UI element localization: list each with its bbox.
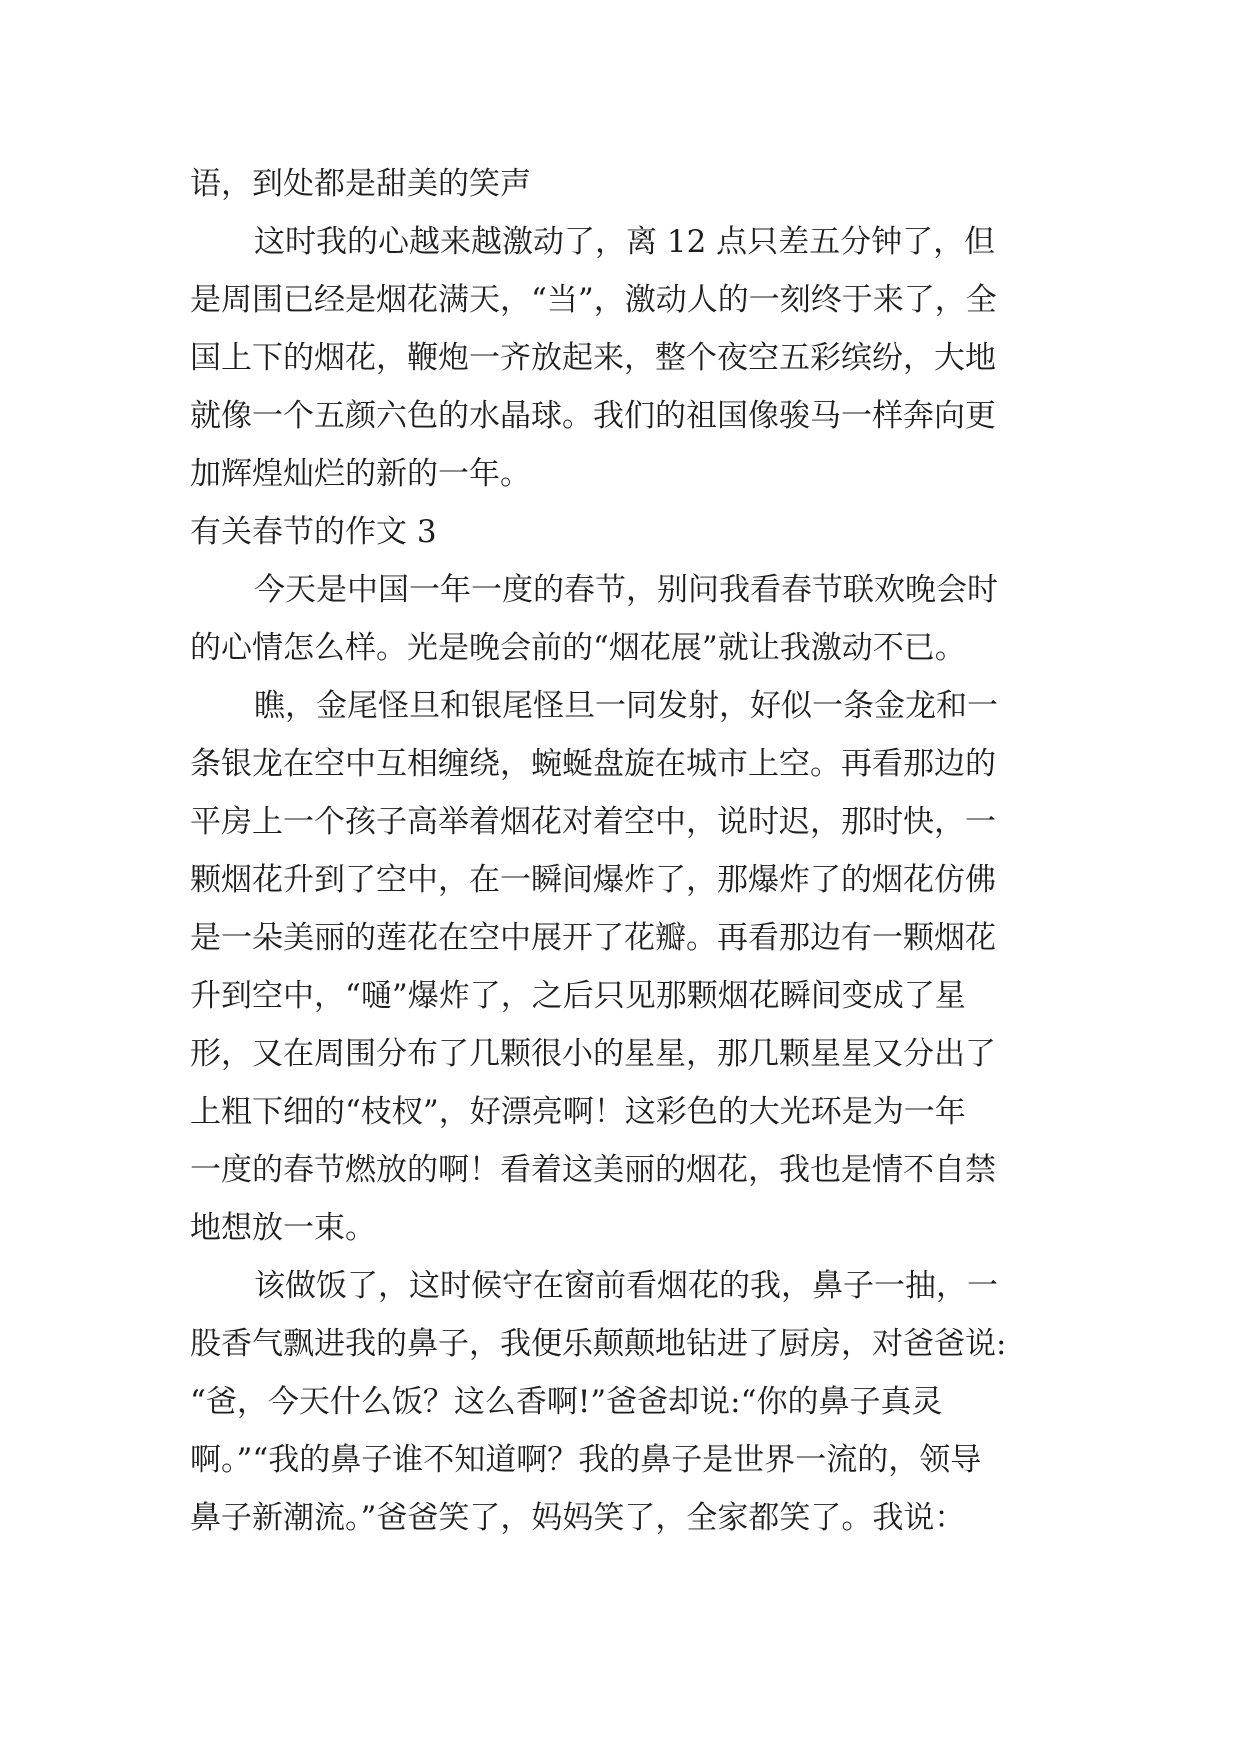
text-line: 啊。”“我的鼻子谁不知道啊？我的鼻子是世界一流的，领导 xyxy=(190,1442,982,1478)
text-line: 今天是中国一年一度的春节，别问我看春节联欢晚会时 xyxy=(254,572,998,608)
text-line: 平房上一个孩子高举着烟花对着空中，说时迟，那时快，一 xyxy=(190,804,996,840)
text-line: 语，到处都是甜美的笑声 xyxy=(190,166,531,202)
text-line: “爸，今天什么饭？这么香啊!”爸爸却说:“你的鼻子真灵 xyxy=(190,1384,943,1420)
text-line: 上粗下细的“枝杈”，好漂亮啊！这彩色的大光环是为一年 xyxy=(190,1094,966,1130)
text-line: 股香气飘进我的鼻子，我便乐颠颠地钻进了厨房，对爸爸说: xyxy=(190,1326,1007,1362)
text-line: 这时我的心越来越激动了，离 12 点只差五分钟了，但 xyxy=(254,224,996,260)
text-line: 是一朵美丽的莲花在空中展开了花瓣。再看那边有一颗烟花 xyxy=(190,920,996,956)
text-line: 一度的春节燃放的啊！看着这美丽的烟花，我也是情不自禁 xyxy=(190,1152,996,1188)
text-line: 加辉煌灿烂的新的一年。 xyxy=(190,456,531,492)
text-line: 形，又在周围分布了几颗很小的星星，那几颗星星又分出了 xyxy=(190,1036,996,1072)
text-line: 条银龙在空中互相缠绕，蜿蜒盘旋在城市上空。再看那边的 xyxy=(190,746,996,782)
text-line: 升到空中，“嗵”爆炸了，之后只见那颗烟花瞬间变成了星 xyxy=(190,978,966,1014)
text-line: 鼻子新潮流。”爸爸笑了，妈妈笑了，全家都笑了。我说： xyxy=(190,1500,966,1536)
document-body xyxy=(190,155,1070,1547)
text-line: 是周围已经是烟花满天，“当”，激动人的一刻终于来了，全 xyxy=(190,282,997,318)
text-line: 国上下的烟花，鞭炮一齐放起来，整个夜空五彩缤纷，大地 xyxy=(190,340,996,376)
text-line: 地想放一束。 xyxy=(190,1210,376,1246)
text-line: 就像一个五颜六色的水晶球。我们的祖国像骏马一样奔向更 xyxy=(190,398,996,434)
text-line: 瞧，金尾怪旦和银尾怪旦一同发射，好似一条金龙和一 xyxy=(254,688,998,724)
text-line: 该做饭了，这时候守在窗前看烟花的我，鼻子一抽，一 xyxy=(254,1268,998,1304)
text-line: 颗烟花升到了空中，在一瞬间爆炸了，那爆炸了的烟花仿佛 xyxy=(190,862,996,898)
text-line: 的心情怎么样。光是晚会前的“烟花展”就让我激动不已。 xyxy=(190,630,966,666)
text-line: 有关春节的作文 3 xyxy=(190,514,437,550)
